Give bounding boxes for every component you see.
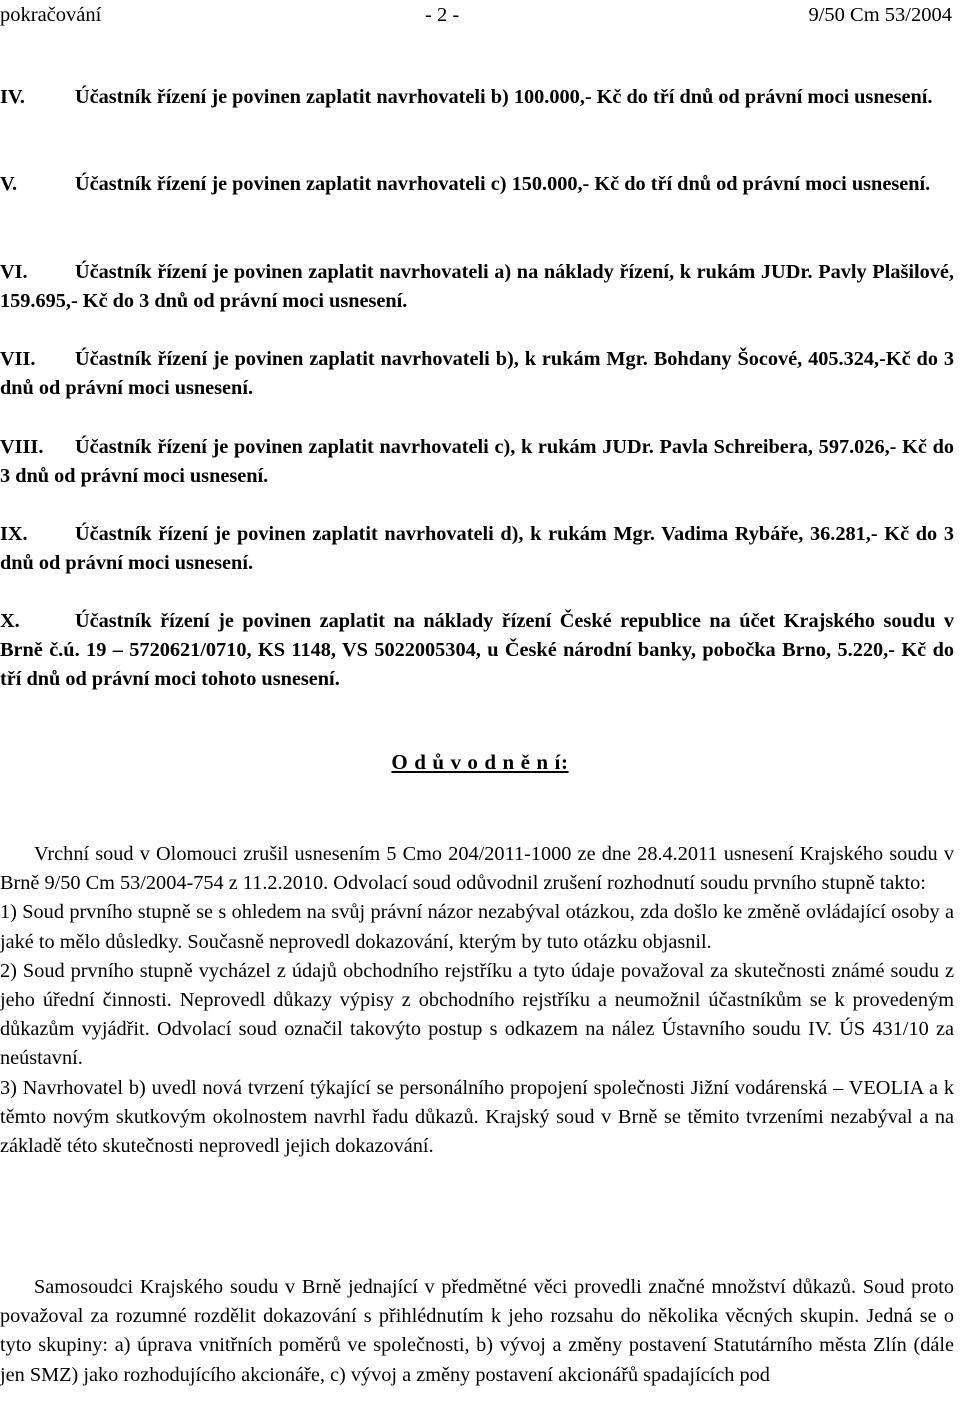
verdict-text: Účastník řízení je povinen zaplatit navrhovateli c), k rukám JUDr. Pavla Schreibera, 597.026,- Kč do 3 dnů od právní moci usnesení. bbox=[0, 436, 954, 487]
reasoning-point-1: 1) Soud prvního stupně se s ohledem na svůj právní názor nezabýval otázkou, zda došlo ke změně ovládající osoby a jaké to mělo důsledky. Současně neprovedl dokazování, kterým by tuto otázku objasnil. bbox=[0, 901, 954, 953]
verdict-text: Účastník řízení je povinen zaplatit navrhovateli d), k rukám Mgr. Vadima Rybáře, 36.281,- Kč do 3 dnů od právní moci usnesení. bbox=[0, 523, 954, 574]
reasoning-text: Samosoudci Krajského soudu v Brně jednající v předmětné věci provedli značné množství důkazů. Soud proto považoval za rozumné rozdělit dokazování s přihlédnutím k jeho rozsahu do několika věcných skupin. Jedná se o tyto skupiny: a) úprava vnitřních poměrů ve společnosti, b) vývoj a změny postavení Statutárního města Zlín (dále jen SMZ) jako rozhodujícího akcionáře, c) vývoj a změny postavení akcionářů spadajících pod bbox=[0, 1276, 954, 1386]
verdict-item-ix bbox=[0, 520, 954, 578]
verdict-item-iv bbox=[0, 83, 954, 112]
header-page-number: - 2 - bbox=[425, 4, 460, 26]
verdict-number: IV. bbox=[0, 86, 25, 108]
verdict-number: X. bbox=[0, 610, 20, 632]
reasoning-point-2: 2) Soud prvního stupně vycházel z údajů obchodního rejstříku a tyto údaje považoval za skutečnosti známé soudu z jeho úřední činnosti. Neprovedl důkazy výpisy z obchodního rejstříku a neumožnil účastníkům se k provedeným důkazům vyjádřit. Odvolací soud označil takovýto postup s odkazem na nález Ústavního soudu IV. ÚS 431/10 za neústavní. bbox=[0, 959, 954, 1070]
verdict-number: VI. bbox=[0, 261, 28, 283]
reasoning-lead: Vrchní soud v Olomouci zrušil usnesením 5 Cmo 204/2011-1000 ze dne 28.4.2011 usnesení Krajského soudu v Brně 9/50 Cm 53/2004-754 z 11.2.2010. Odvolací soud odůvodnil zrušení rozhodnutí soudu prvního stupně takto: bbox=[0, 843, 954, 895]
verdict-item-vii bbox=[0, 345, 954, 403]
verdict-text: Účastník řízení je povinen zaplatit navrhovateli b), k rukám Mgr. Bohdany Šocové, 405.324,-Kč do 3 dnů od právní moci usnesení. bbox=[0, 348, 954, 399]
verdict-item-vi bbox=[0, 258, 954, 316]
verdict-number: VIII. bbox=[0, 436, 44, 458]
verdict-number: V. bbox=[0, 173, 18, 195]
header-continuation: pokračování bbox=[0, 4, 102, 26]
reasoning-paragraph-1 bbox=[0, 840, 954, 1161]
verdict-item-viii bbox=[0, 433, 954, 491]
verdict-text: Účastník řízení je povinen zaplatit navrhovateli b) 100.000,- Kč do tří dnů od právní moci usnesení. bbox=[75, 86, 933, 108]
verdict-number: VII. bbox=[0, 348, 36, 370]
reasoning-point-3: 3) Navrhovatel b) uvedl nová tvrzení týkající se personálního propojení společnosti Jižní vodárenská – VEOLIA a k těmto novým skutkovým okolnostem navrhl řadu důkazů. Krajský soud v Brně se těmito tvrzeními nezabýval a na základě této skutečnosti neprovedl jejich dokazování. bbox=[0, 1076, 954, 1158]
verdict-text: Účastník řízení je povinen zaplatit navrhovateli c) 150.000,- Kč do tří dnů od právní moci usnesení. bbox=[75, 173, 931, 195]
reasoning-paragraph-2 bbox=[0, 1273, 954, 1390]
reasoning-title: O d ů v o d n ě n í: bbox=[391, 750, 569, 774]
verdict-text: Účastník řízení je povinen zaplatit na náklady řízení České republice na účet Krajského soudu v Brně č.ú. 19 – 5720621/0710, KS 1148, VS 5022005304, u České národní banky, pobočka Brno, 5.220,- Kč do tří dnů od právní moci tohoto usnesení. bbox=[0, 610, 954, 690]
verdict-number: IX. bbox=[0, 523, 28, 545]
verdict-item-v bbox=[0, 170, 954, 199]
verdict-item-x bbox=[0, 607, 954, 694]
verdict-text: Účastník řízení je povinen zaplatit navrhovateli a) na náklady řízení, k rukám JUDr. Pavly Plašilové, 159.695,- Kč do 3 dnů od právní moci usnesení. bbox=[0, 261, 954, 312]
header-case-number: 9/50 Cm 53/2004 bbox=[808, 4, 952, 26]
